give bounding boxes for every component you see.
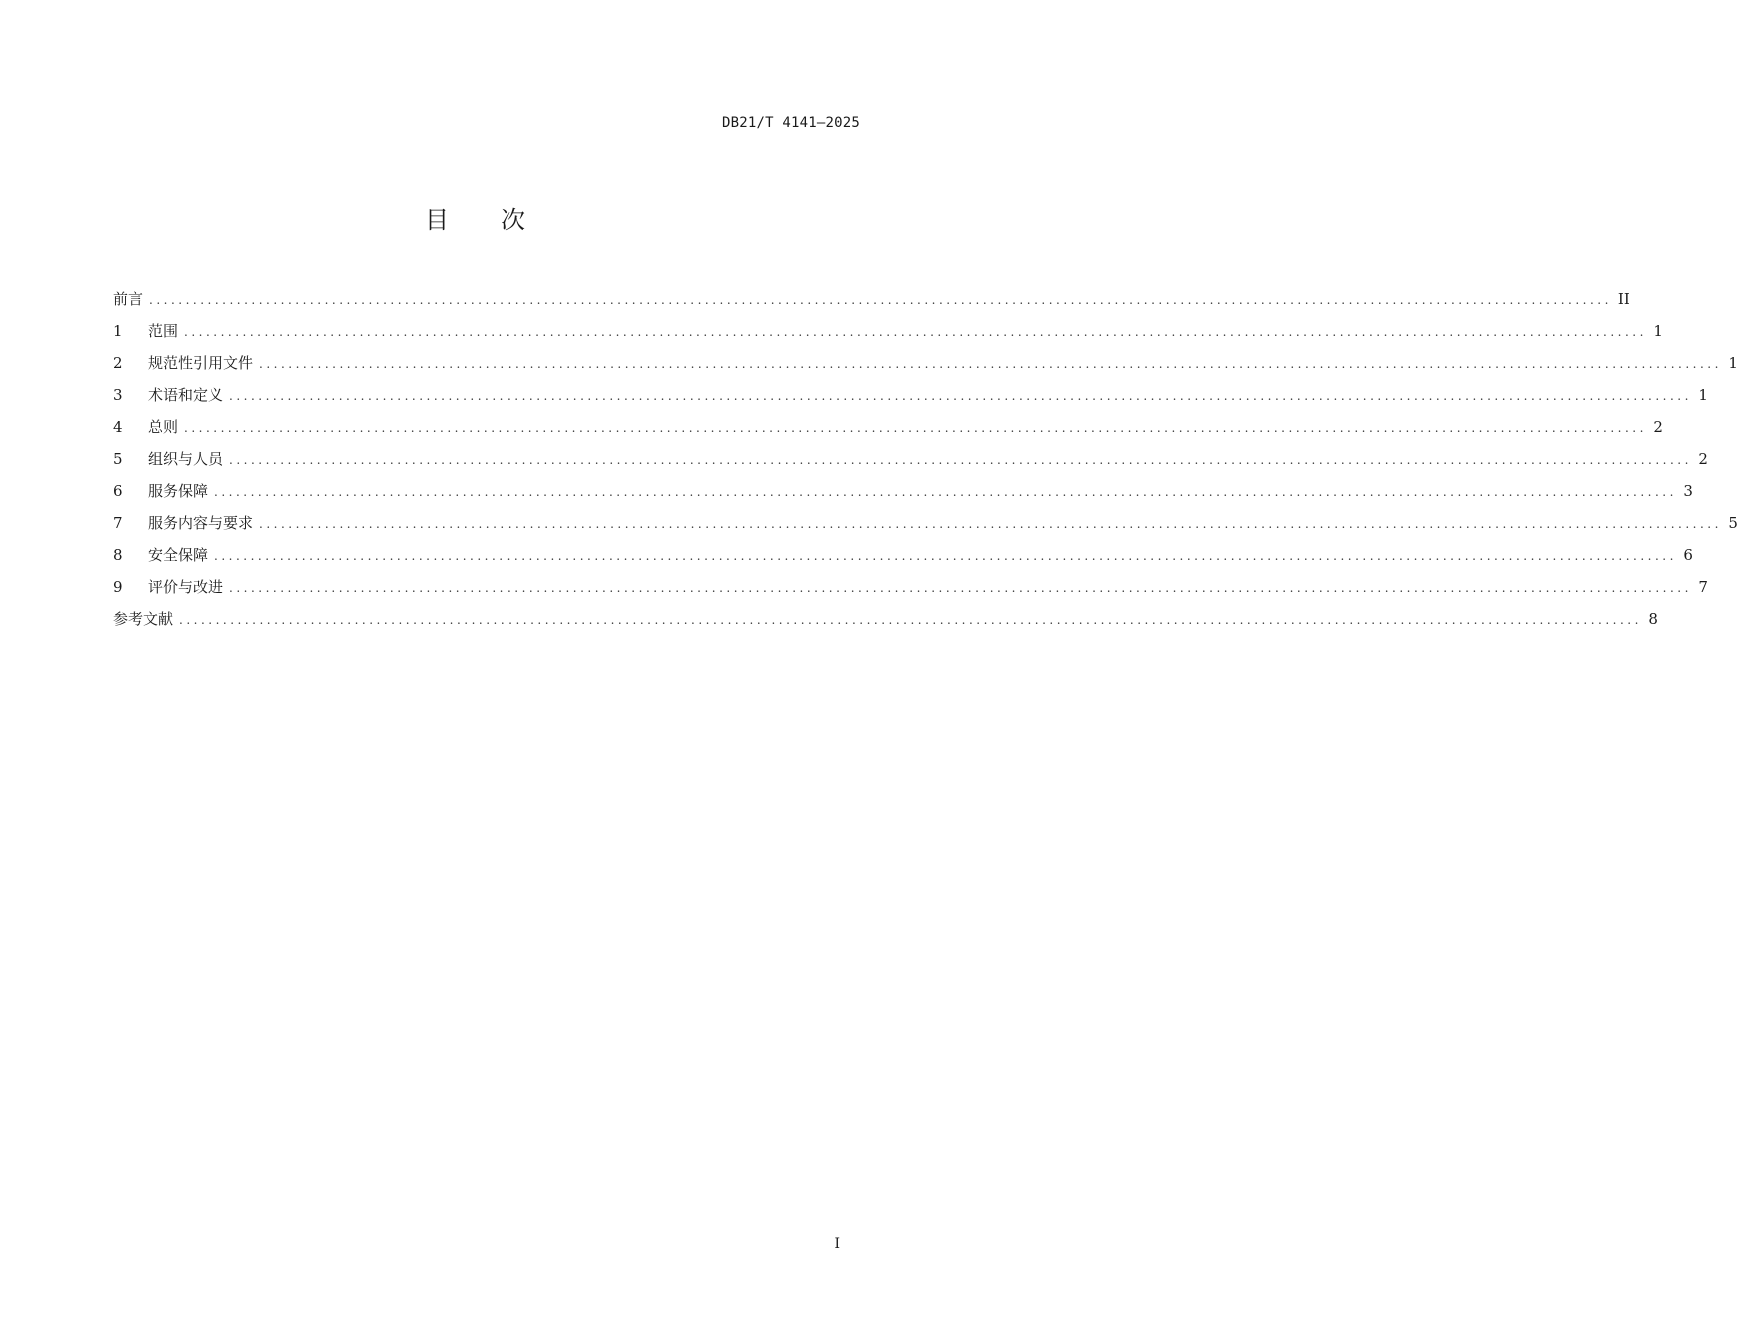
toc-item-terms-definitions[interactable] (113, 384, 1708, 416)
toc-item-safety-guarantee[interactable] (113, 544, 1693, 576)
toc-page: 2 (1653, 418, 1663, 436)
toc-page: 7 (1698, 578, 1708, 596)
toc-leader: ........................................................................................................................................................................................................ (259, 357, 1722, 371)
toc-item-service-content[interactable] (113, 512, 1738, 544)
toc-page: 5 (1728, 514, 1738, 532)
toc-item-foreword[interactable] (113, 288, 1630, 320)
toc-item-bibliography[interactable] (113, 608, 1658, 640)
toc-number: 9 (113, 578, 123, 596)
toc-item-organization-personnel[interactable] (113, 448, 1708, 480)
toc-label: 规范性引用文件 (148, 354, 254, 372)
page-number: I (834, 1236, 840, 1252)
toc-leader: ........................................................................................................................................................................................................ (214, 549, 1677, 563)
toc-number: 1 (113, 322, 123, 340)
toc-page: 6 (1683, 546, 1693, 564)
document-code: DB21/T 4141—2025 (721, 115, 860, 131)
toc-label: 总则 (148, 418, 179, 436)
toc-label: 安全保障 (148, 546, 209, 564)
toc-number: 7 (113, 514, 123, 532)
toc-label: 范围 (148, 322, 179, 340)
table-of-contents (113, 288, 1738, 640)
toc-page: 8 (1648, 610, 1658, 628)
toc-item-normative-references[interactable] (113, 352, 1738, 384)
toc-number: 6 (113, 482, 123, 500)
toc-page: II (1617, 290, 1630, 308)
toc-label: 服务内容与要求 (148, 514, 254, 532)
toc-leader: ........................................................................................................................................................................................................ (184, 421, 1647, 435)
toc-page: 1 (1728, 354, 1738, 372)
toc-label: 前言 (113, 290, 144, 308)
toc-leader: ........................................................................................................................................................................................................ (184, 325, 1647, 339)
toc-number: 4 (113, 418, 123, 436)
toc-label: 服务保障 (148, 482, 209, 500)
toc-page: 1 (1698, 386, 1708, 404)
toc-item-service-guarantee[interactable] (113, 480, 1693, 512)
toc-label: 参考文献 (113, 610, 174, 628)
toc-page: 2 (1698, 450, 1708, 468)
toc-leader: ........................................................................................................................................................................................................ (229, 389, 1692, 403)
toc-number: 8 (113, 546, 123, 564)
toc-leader: ........................................................................................................................................................................................................ (229, 453, 1692, 467)
toc-item-evaluation-improvement[interactable] (113, 576, 1708, 608)
toc-leader: ........................................................................................................................................................................................................ (214, 485, 1677, 499)
toc-number: 2 (113, 354, 123, 372)
toc-label: 组织与人员 (148, 450, 224, 468)
toc-leader: ........................................................................................................................................................................................................ (229, 581, 1692, 595)
page-title (0, 200, 950, 235)
toc-number: 5 (113, 450, 123, 468)
toc-number: 3 (113, 386, 123, 404)
toc-leader: ........................................................................................................................................................................................................ (259, 517, 1722, 531)
toc-item-scope[interactable] (113, 320, 1663, 352)
title-part-1: 目 (425, 206, 449, 234)
toc-label: 术语和定义 (148, 386, 224, 404)
toc-item-general[interactable] (113, 416, 1663, 448)
toc-leader: ........................................................................................................................................................................................................ (179, 613, 1642, 627)
toc-label: 评价与改进 (148, 578, 224, 596)
toc-page: 1 (1653, 322, 1663, 340)
title-part-2: 次 (501, 206, 525, 234)
toc-leader: ........................................................................................................................................................................................................ (149, 293, 1612, 307)
toc-page: 3 (1683, 482, 1693, 500)
